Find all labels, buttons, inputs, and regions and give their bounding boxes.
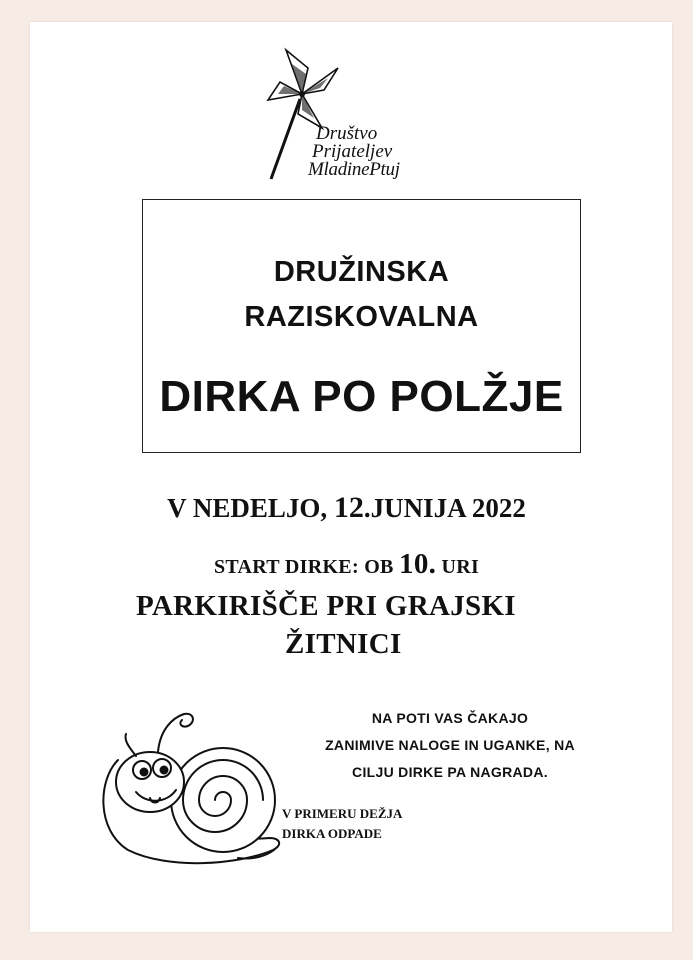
title-box (142, 199, 581, 453)
start-hour: 10. (399, 548, 437, 580)
logo-line-1: Društvo (316, 123, 378, 144)
title-line-2: RAZISKOVALNA (244, 301, 479, 333)
info-line-3: CILJU DIRKE PA NAGRADA. (352, 764, 548, 780)
page-title: DIRKA PO POLŽJE (159, 372, 564, 421)
date-rest: .JUNIJA 2022 (363, 493, 526, 523)
start-suffix: URI (436, 556, 480, 578)
info-line-1: NA POTI VAS ČAKAJO (371, 710, 529, 726)
info-text (270, 705, 630, 786)
title-line-1: DRUŽINSKA (273, 256, 450, 288)
event-date (0, 491, 693, 525)
info-line-2: ZANIMIVE NALOGE IN UGANKE, NA (325, 737, 575, 753)
rain-line-1: V PRIMERU DEŽJA (282, 806, 403, 821)
logo-line-3: MladinePtuj (308, 159, 400, 180)
start-time (0, 548, 693, 581)
logo-line-2: Prijateljev (312, 141, 393, 162)
start-prefix: START DIRKE: OB (213, 556, 400, 578)
date-day: 12 (333, 491, 364, 524)
rain-line-2: DIRKA ODPADE (282, 826, 382, 841)
rain-notice (282, 804, 402, 844)
snail-icon (88, 700, 288, 870)
place-line-2: ŽITNICI (285, 628, 402, 660)
logo-text (300, 125, 400, 179)
date-prefix: V NEDELJO, (167, 493, 334, 523)
place-line-1: PARKIRIŠČE PRI GRAJSKI (136, 590, 516, 622)
